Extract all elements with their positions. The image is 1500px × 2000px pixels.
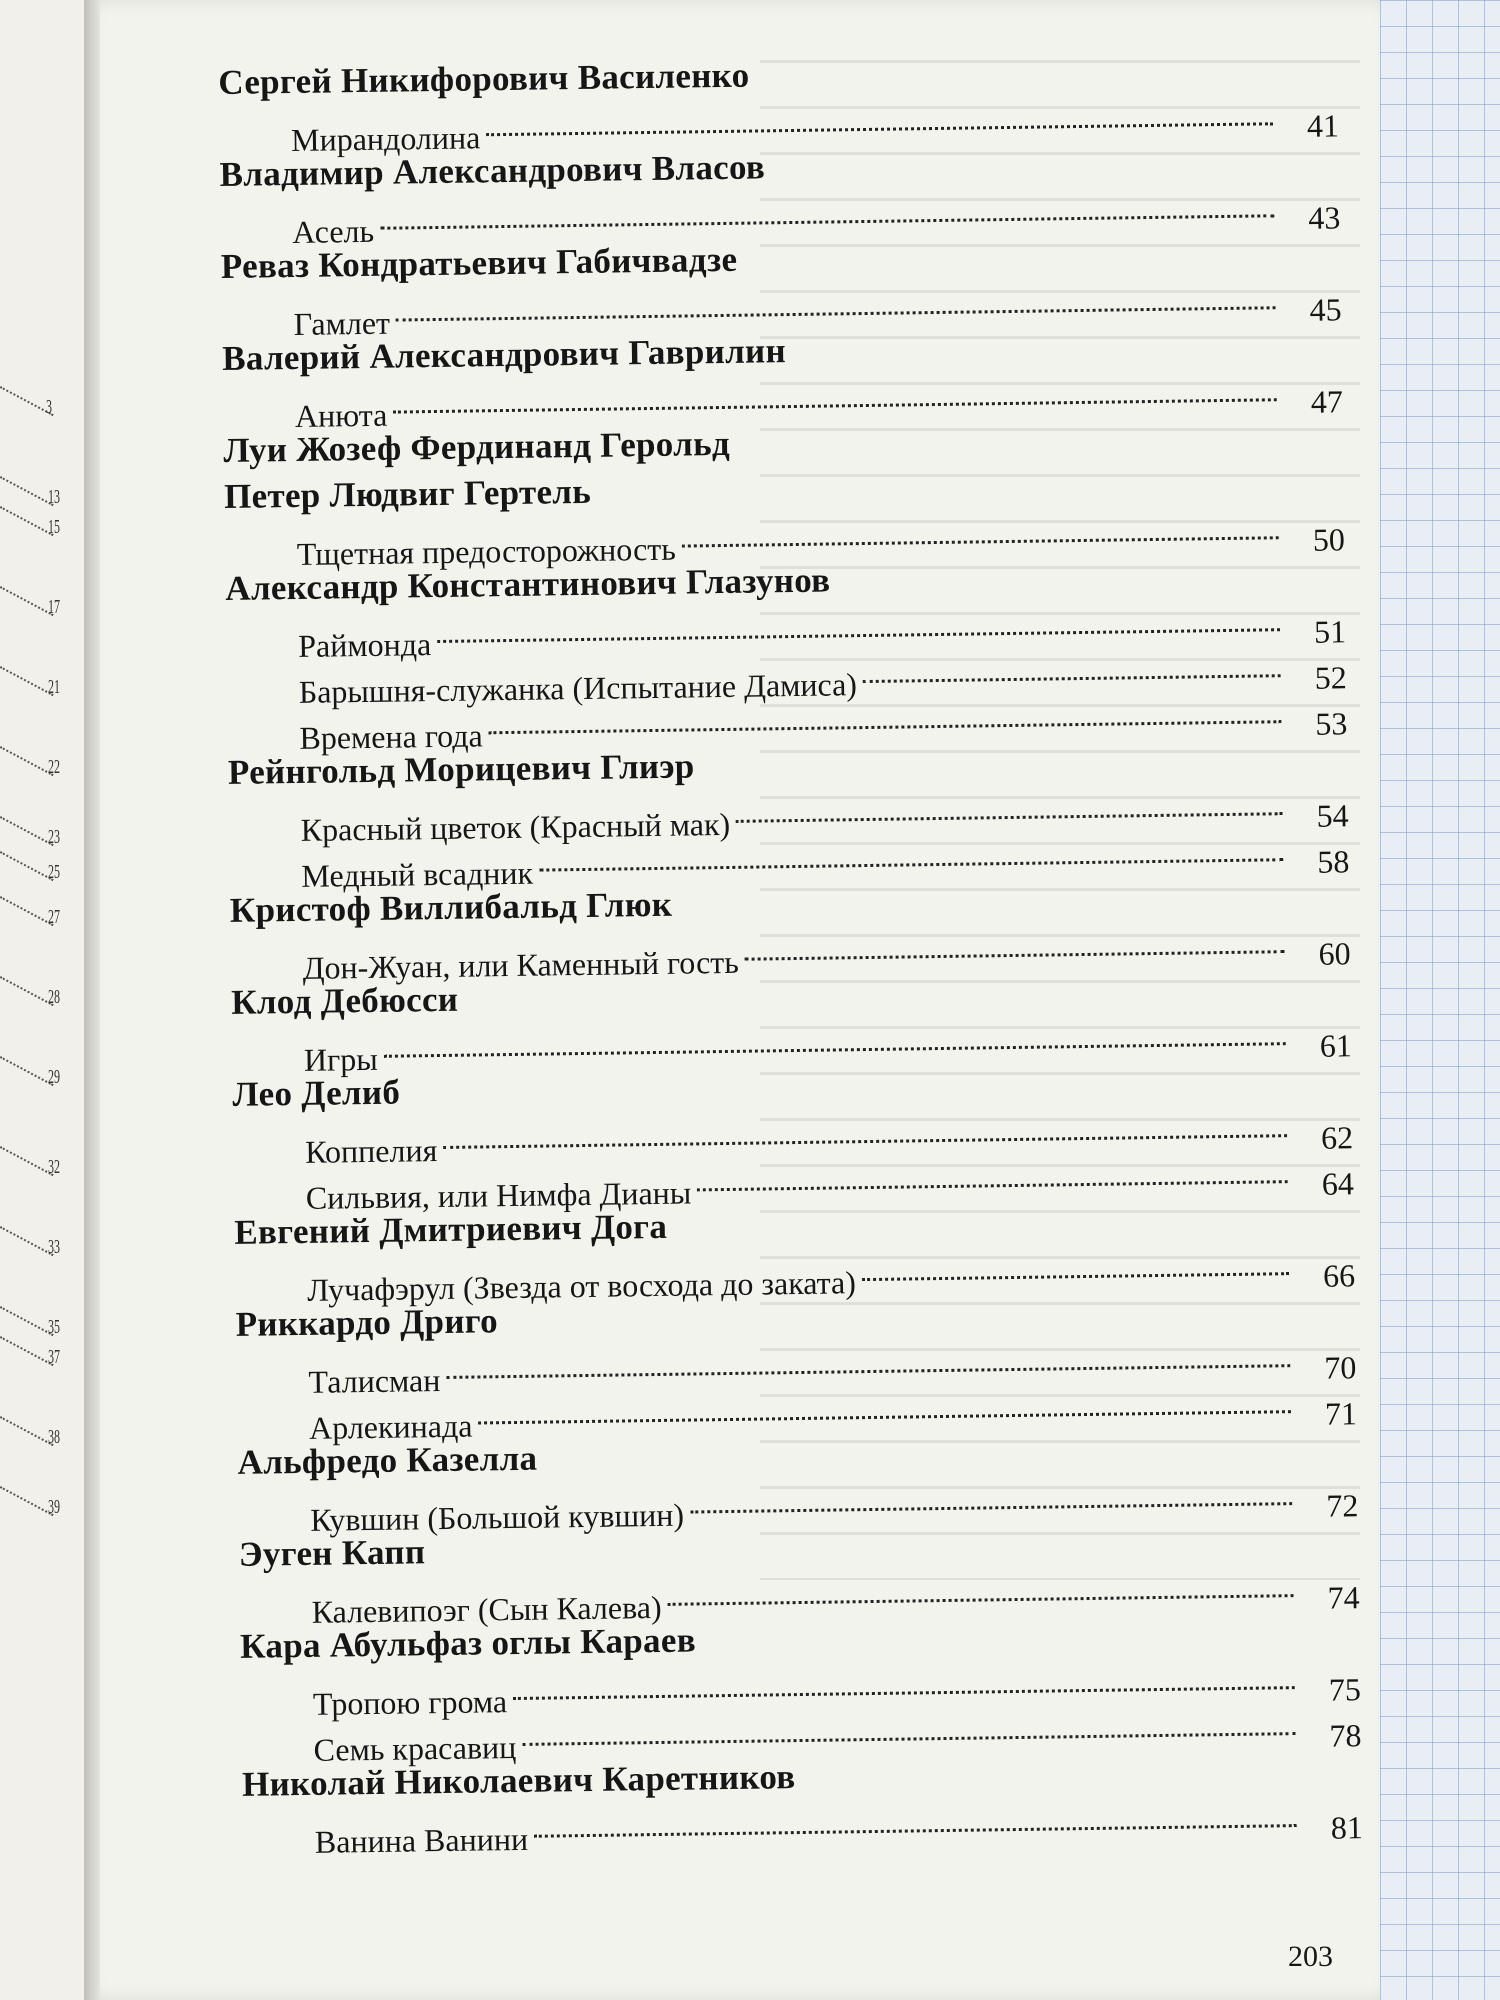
work-page-number: 45 xyxy=(1309,291,1342,328)
left-page-number: 17 xyxy=(48,596,60,618)
composer-heading: Петер Людвиг Гертель xyxy=(223,471,592,516)
work-title: Раймонда xyxy=(297,626,432,664)
left-page-number: 23 xyxy=(48,826,60,848)
work-title: Анюта xyxy=(294,396,388,434)
work-page-number: 43 xyxy=(1308,199,1341,236)
left-page-number: 27 xyxy=(48,906,60,928)
left-page-dot-leader xyxy=(0,746,54,777)
work-page-number: 61 xyxy=(1319,1027,1353,1064)
work-title: Ванина Ванини xyxy=(314,1820,529,1860)
composer-heading: Александр Константинович Глазунов xyxy=(225,560,831,608)
left-page-number: 33 xyxy=(48,1236,60,1258)
work-page-number: 81 xyxy=(1330,1809,1364,1846)
work-page-number: 58 xyxy=(1317,843,1350,880)
left-page-dot-leader xyxy=(0,1416,54,1447)
left-page-number: 37 xyxy=(48,1346,60,1368)
left-page-number: 29 xyxy=(48,1066,60,1088)
work-page-number: 60 xyxy=(1318,935,1351,972)
dot-leader xyxy=(667,1563,1294,1618)
left-page-number: 32 xyxy=(48,1156,60,1178)
left-page-number: 38 xyxy=(48,1426,60,1448)
left-page-dot-leader xyxy=(0,851,54,882)
work-title: Калевипоэг (Сын Калева) xyxy=(311,1588,662,1630)
dot-leader xyxy=(689,1471,1292,1525)
work-page-number: 71 xyxy=(1324,1395,1358,1432)
book-page xyxy=(100,0,1400,2000)
work-title: Гамлет xyxy=(293,304,391,342)
composer-heading: Кристоф Виллибальд Глюк xyxy=(229,884,673,930)
composer-heading: Риккардо Дриго xyxy=(235,1301,499,1344)
left-page-dot-leader xyxy=(0,1486,54,1517)
dot-leader xyxy=(736,781,1283,835)
left-page-dot-leader xyxy=(0,1056,54,1087)
composer-heading: Лео Делиб xyxy=(232,1072,401,1114)
composer-heading: Владимир Александрович Власов xyxy=(219,147,766,194)
work-page-number: 41 xyxy=(1306,107,1340,144)
left-page-dot-leader xyxy=(0,586,54,617)
left-page-dot-leader xyxy=(0,1306,54,1337)
table-of-contents xyxy=(218,44,1364,1860)
composer-heading: Реваз Кондратьевич Габичвадзе xyxy=(220,239,738,286)
composer-heading: Николай Николаевич Каретников xyxy=(241,1757,796,1804)
left-page-number: 28 xyxy=(48,986,60,1008)
work-title: Сильвия, или Нимфа Дианы xyxy=(305,1174,692,1216)
left-page-number: 15 xyxy=(48,516,60,538)
dot-leader xyxy=(681,505,1279,559)
composer-heading: Эуген Капп xyxy=(238,1532,426,1574)
dot-leader xyxy=(861,1241,1289,1293)
composer-heading: Сергей Никифорович Василенко xyxy=(218,55,750,102)
composer-heading: Клод Дебюсси xyxy=(230,979,459,1022)
work-title: Семь красавиц xyxy=(313,1729,517,1768)
composer-heading: Луи Жозеф Фердинанд Герольд xyxy=(223,423,731,470)
work-page-number: 66 xyxy=(1322,1257,1356,1294)
composer-heading: Евгений Дмитриевич Дога xyxy=(234,1206,668,1252)
work-page-number: 51 xyxy=(1313,613,1347,650)
composer-heading: Кара Абульфаз оглы Караев xyxy=(239,1620,697,1666)
left-page-number: 22 xyxy=(48,756,60,778)
work-title: Лучафэрул (Звезда от восхода до заката) xyxy=(306,1264,857,1308)
work-title: Коппелия xyxy=(305,1132,438,1170)
left-page-number: 25 xyxy=(48,861,60,883)
work-page-number: 78 xyxy=(1329,1717,1362,1754)
work-page-number: 72 xyxy=(1326,1487,1359,1524)
work-page-number: 50 xyxy=(1312,521,1346,558)
work-title: Асель xyxy=(292,212,375,250)
work-page-number: 70 xyxy=(1324,1349,1357,1386)
left-page-dot-leader xyxy=(0,506,54,537)
left-page-number: 35 xyxy=(48,1316,60,1338)
work-title: Барышня-служанка (Испытание Дамиса) xyxy=(298,666,858,710)
dot-leader xyxy=(862,643,1280,695)
work-page-number: 64 xyxy=(1321,1165,1355,1202)
left-page-number: 3 xyxy=(46,396,52,418)
left-page-dot-leader xyxy=(0,1226,54,1257)
left-page-dot-leader xyxy=(0,476,54,507)
dot-leader xyxy=(744,919,1284,973)
left-page-dot-leader xyxy=(0,666,54,697)
left-page-dot-leader xyxy=(0,1146,54,1177)
work-title: Кувшин (Большой кувшин) xyxy=(310,1496,685,1538)
left-page-number: 13 xyxy=(48,486,60,508)
work-title: Медный всадник xyxy=(301,854,534,894)
work-title: Талисман xyxy=(308,1362,441,1400)
work-page-number: 74 xyxy=(1327,1579,1360,1616)
work-page-number: 54 xyxy=(1316,797,1349,834)
work-page-number: 52 xyxy=(1314,659,1347,696)
grid-notebook-background xyxy=(1380,0,1500,2000)
work-title: Мирандолина xyxy=(290,119,481,158)
work-title: Арлекинада xyxy=(308,1407,473,1446)
dot-leader xyxy=(534,1793,1297,1850)
work-page-number: 53 xyxy=(1315,705,1348,742)
left-page-number: 21 xyxy=(48,676,60,698)
left-page-dot-leader xyxy=(0,816,54,847)
work-title: Тропою грома xyxy=(312,1683,508,1722)
page-number: 203 xyxy=(1288,1940,1333,1973)
composer-heading: Рейнгольд Морицевич Глиэр xyxy=(227,746,695,792)
work-title: Времена года xyxy=(299,717,483,756)
composer-heading: Альфредо Казелла xyxy=(237,1438,538,1482)
work-page-number: 47 xyxy=(1310,383,1344,420)
composer-heading: Валерий Александрович Гаврилин xyxy=(221,331,787,378)
work-title: Красный цветок (Красный мак) xyxy=(300,805,731,848)
left-page-number: 39 xyxy=(48,1496,60,1518)
work-title: Тщетная предосторожность xyxy=(296,530,677,572)
work-title: Игры xyxy=(303,1040,378,1078)
work-page-number: 75 xyxy=(1328,1671,1362,1708)
work-title: Дон-Жуан, или Каменный гость xyxy=(302,943,740,986)
left-page-dot-leader xyxy=(0,976,54,1007)
work-page-number: 62 xyxy=(1320,1119,1354,1156)
dot-leader xyxy=(697,1149,1288,1203)
left-page-dot-leader xyxy=(0,896,54,927)
left-page-dot-leader xyxy=(0,1336,54,1367)
left-facing-page xyxy=(0,0,96,2000)
